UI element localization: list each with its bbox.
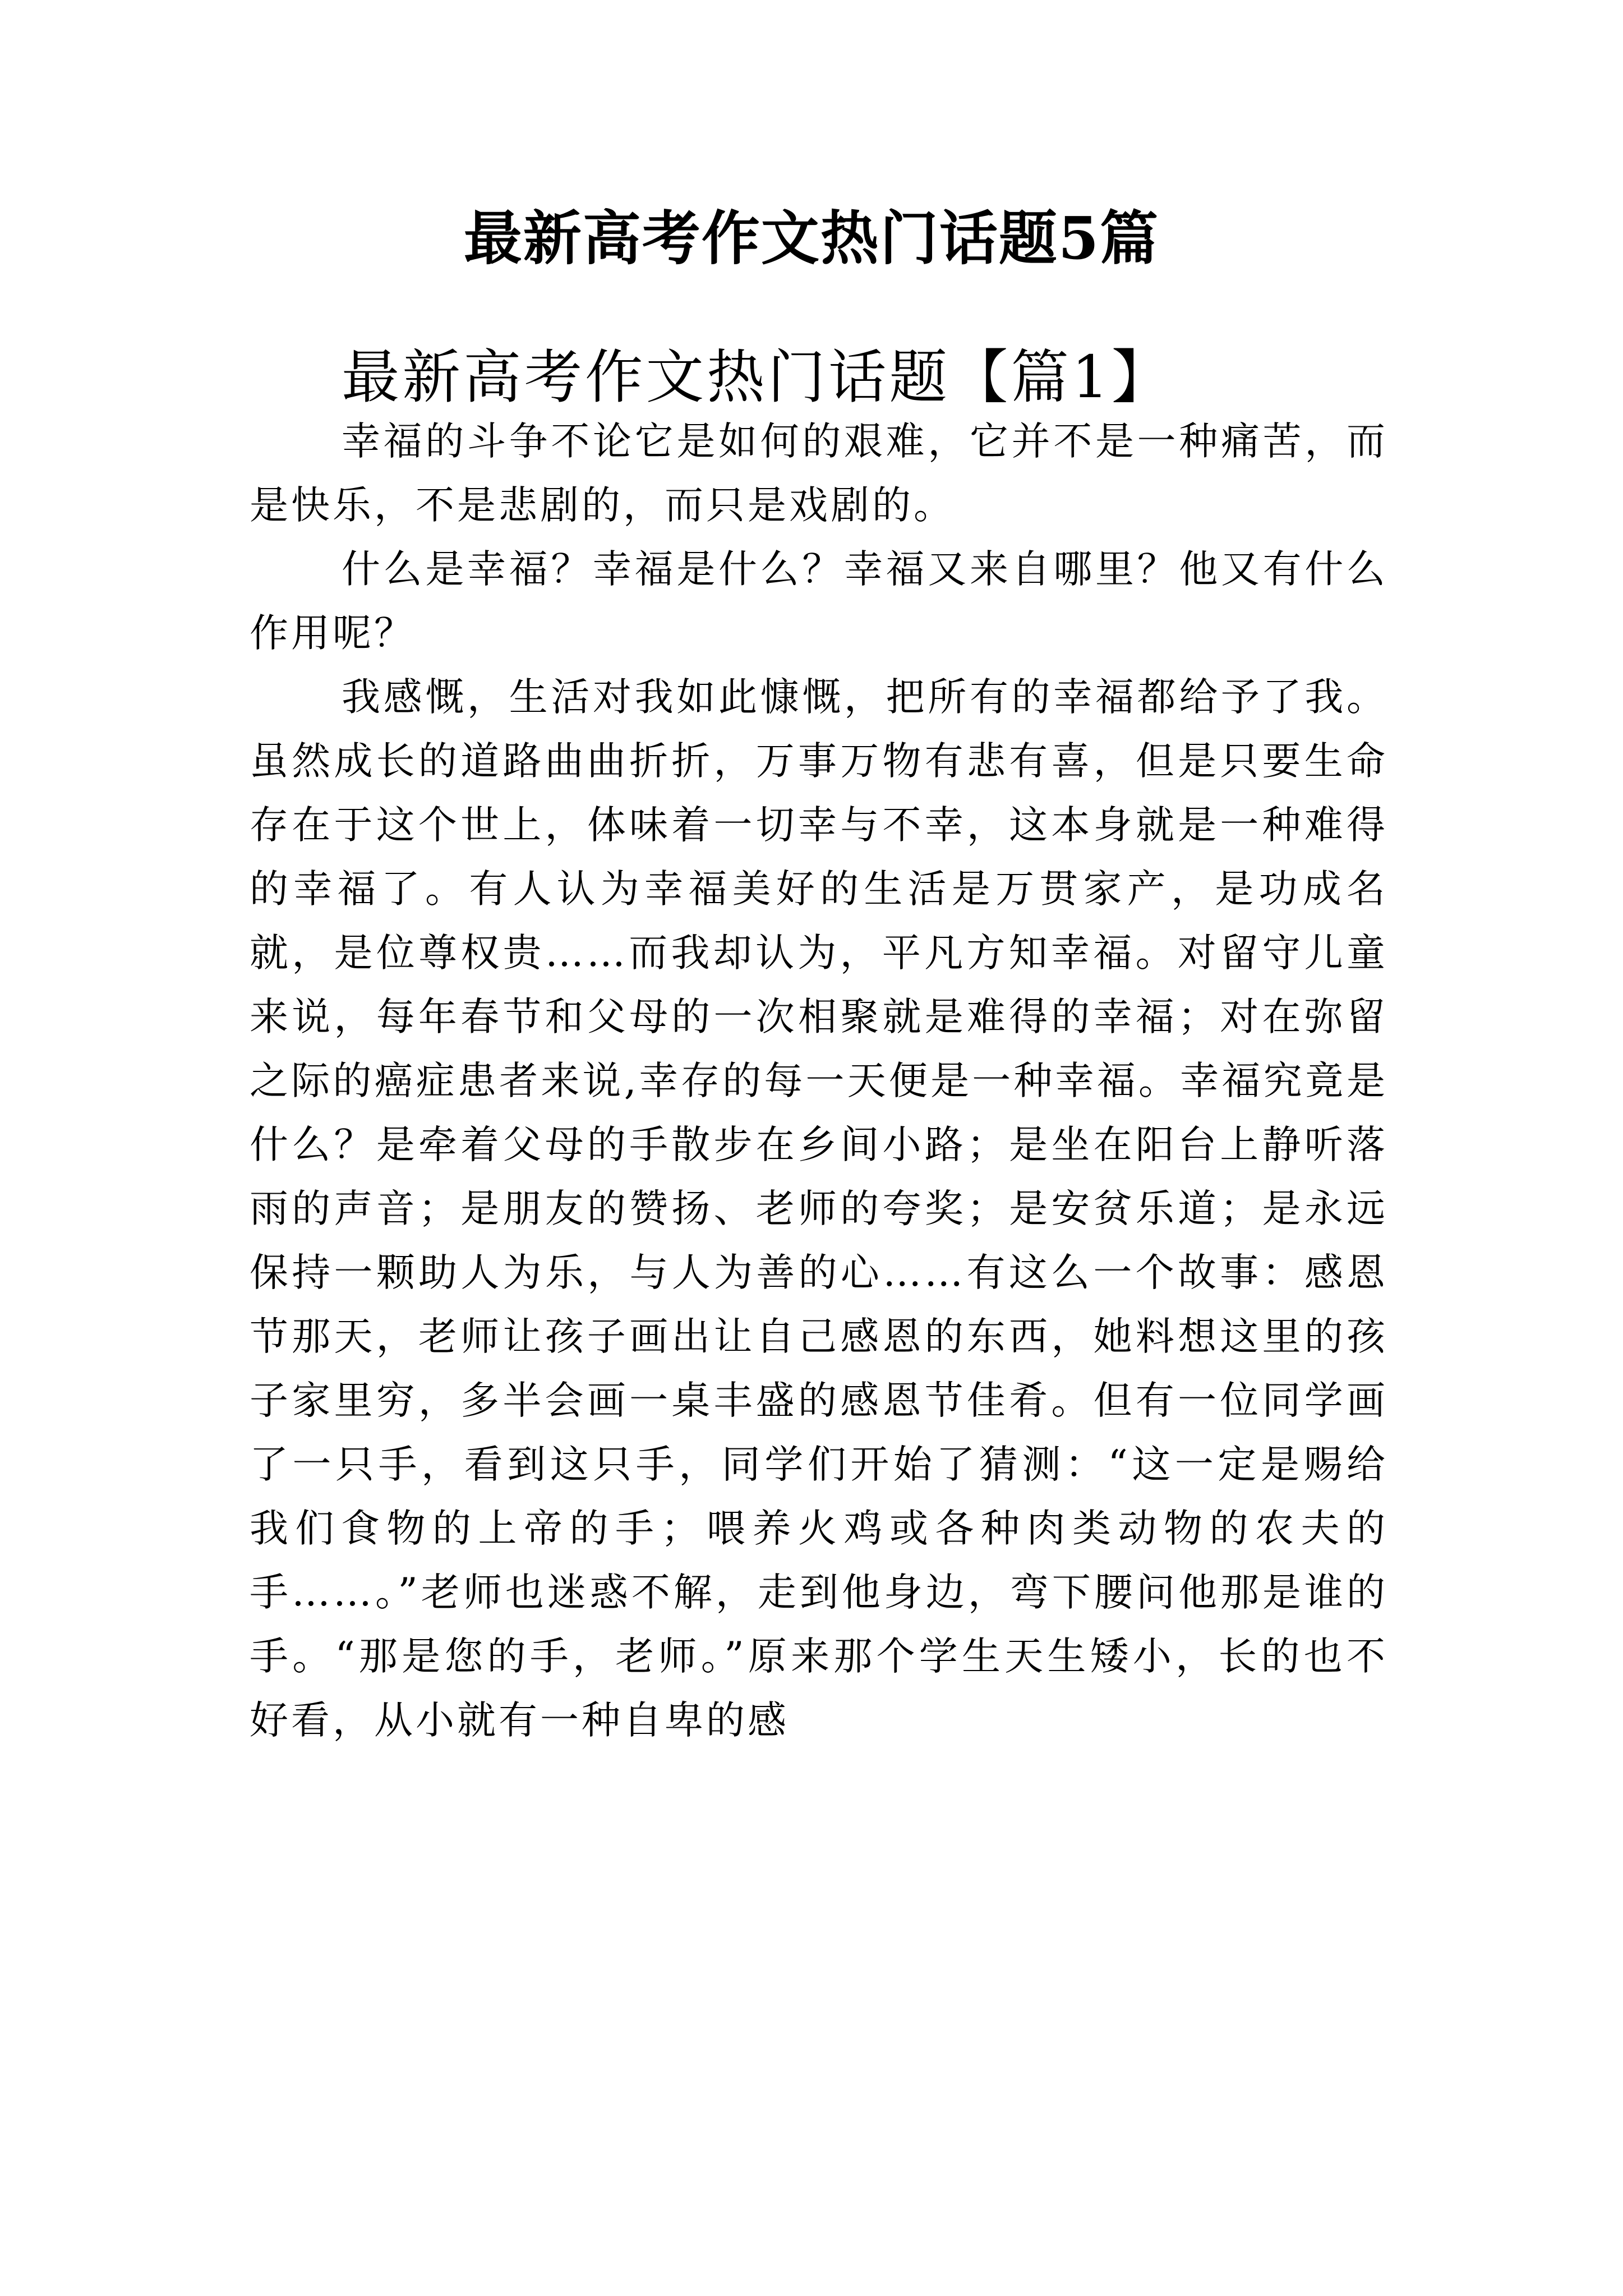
section-heading: 最新高考作文热门话题【篇1】 [342,344,1173,411]
document-title: 最新高考作文热门话题5篇 [463,204,1160,273]
paragraph-1: 幸福的斗争不论它是如何的艰难，它并不是一种痛苦，而是快乐，不是悲剧的，而只是戏剧的。 [250,419,1388,528]
paragraph-2: 什么是幸福？幸福是什么？幸福又来自哪里？他又有什么作用呢？ [250,547,1388,656]
paragraph-3: 我感慨，生活对我如此慷慨，把所有的幸福都给予了我。虽然成长的道路曲曲折折，万事万物有悲有喜，但是只要生命存在于这个世上，体味着一切幸与不幸，这本身就是一种难得的幸福了。有人认为幸福美好的生活是万贯家产，是功成名就，是位尊权贵……而我却认为，平凡方知幸福。对留守儿童来说，每年春节和父母的一次相聚就是难得的幸福；对在弥留之际的癌症患者来说,幸存的每一天便是一种幸福。幸福究竟是什么？是牵着父母的手散步在乡间小路；是坐在阳台上静听落雨的声音；是朋友的赞扬、老师的夸奖；是安贫乐道；是永远保持一颗助人为乐，与人为善的心……有这么一个故事：感恩节那天，老师让孩子画出让自己感恩的东西，她料想这里的孩子家里穷，多半会画一桌丰盛的感恩节佳肴。但有一位同学画了一只手，看到这只手，同学们开始了猜测：“这一定是赐给我们食物的上帝的手；喂养火鸡或各种肉类动物的农夫的手……。”老师也迷惑不解，走到他身边，弯下腰问他那是谁的手。“那是您的手，老师。”原来那个学生天生矮小，长的也不好看，从小就有一种自卑的感 [250,675,1388,1743]
document-body [250,346,1388,1752]
